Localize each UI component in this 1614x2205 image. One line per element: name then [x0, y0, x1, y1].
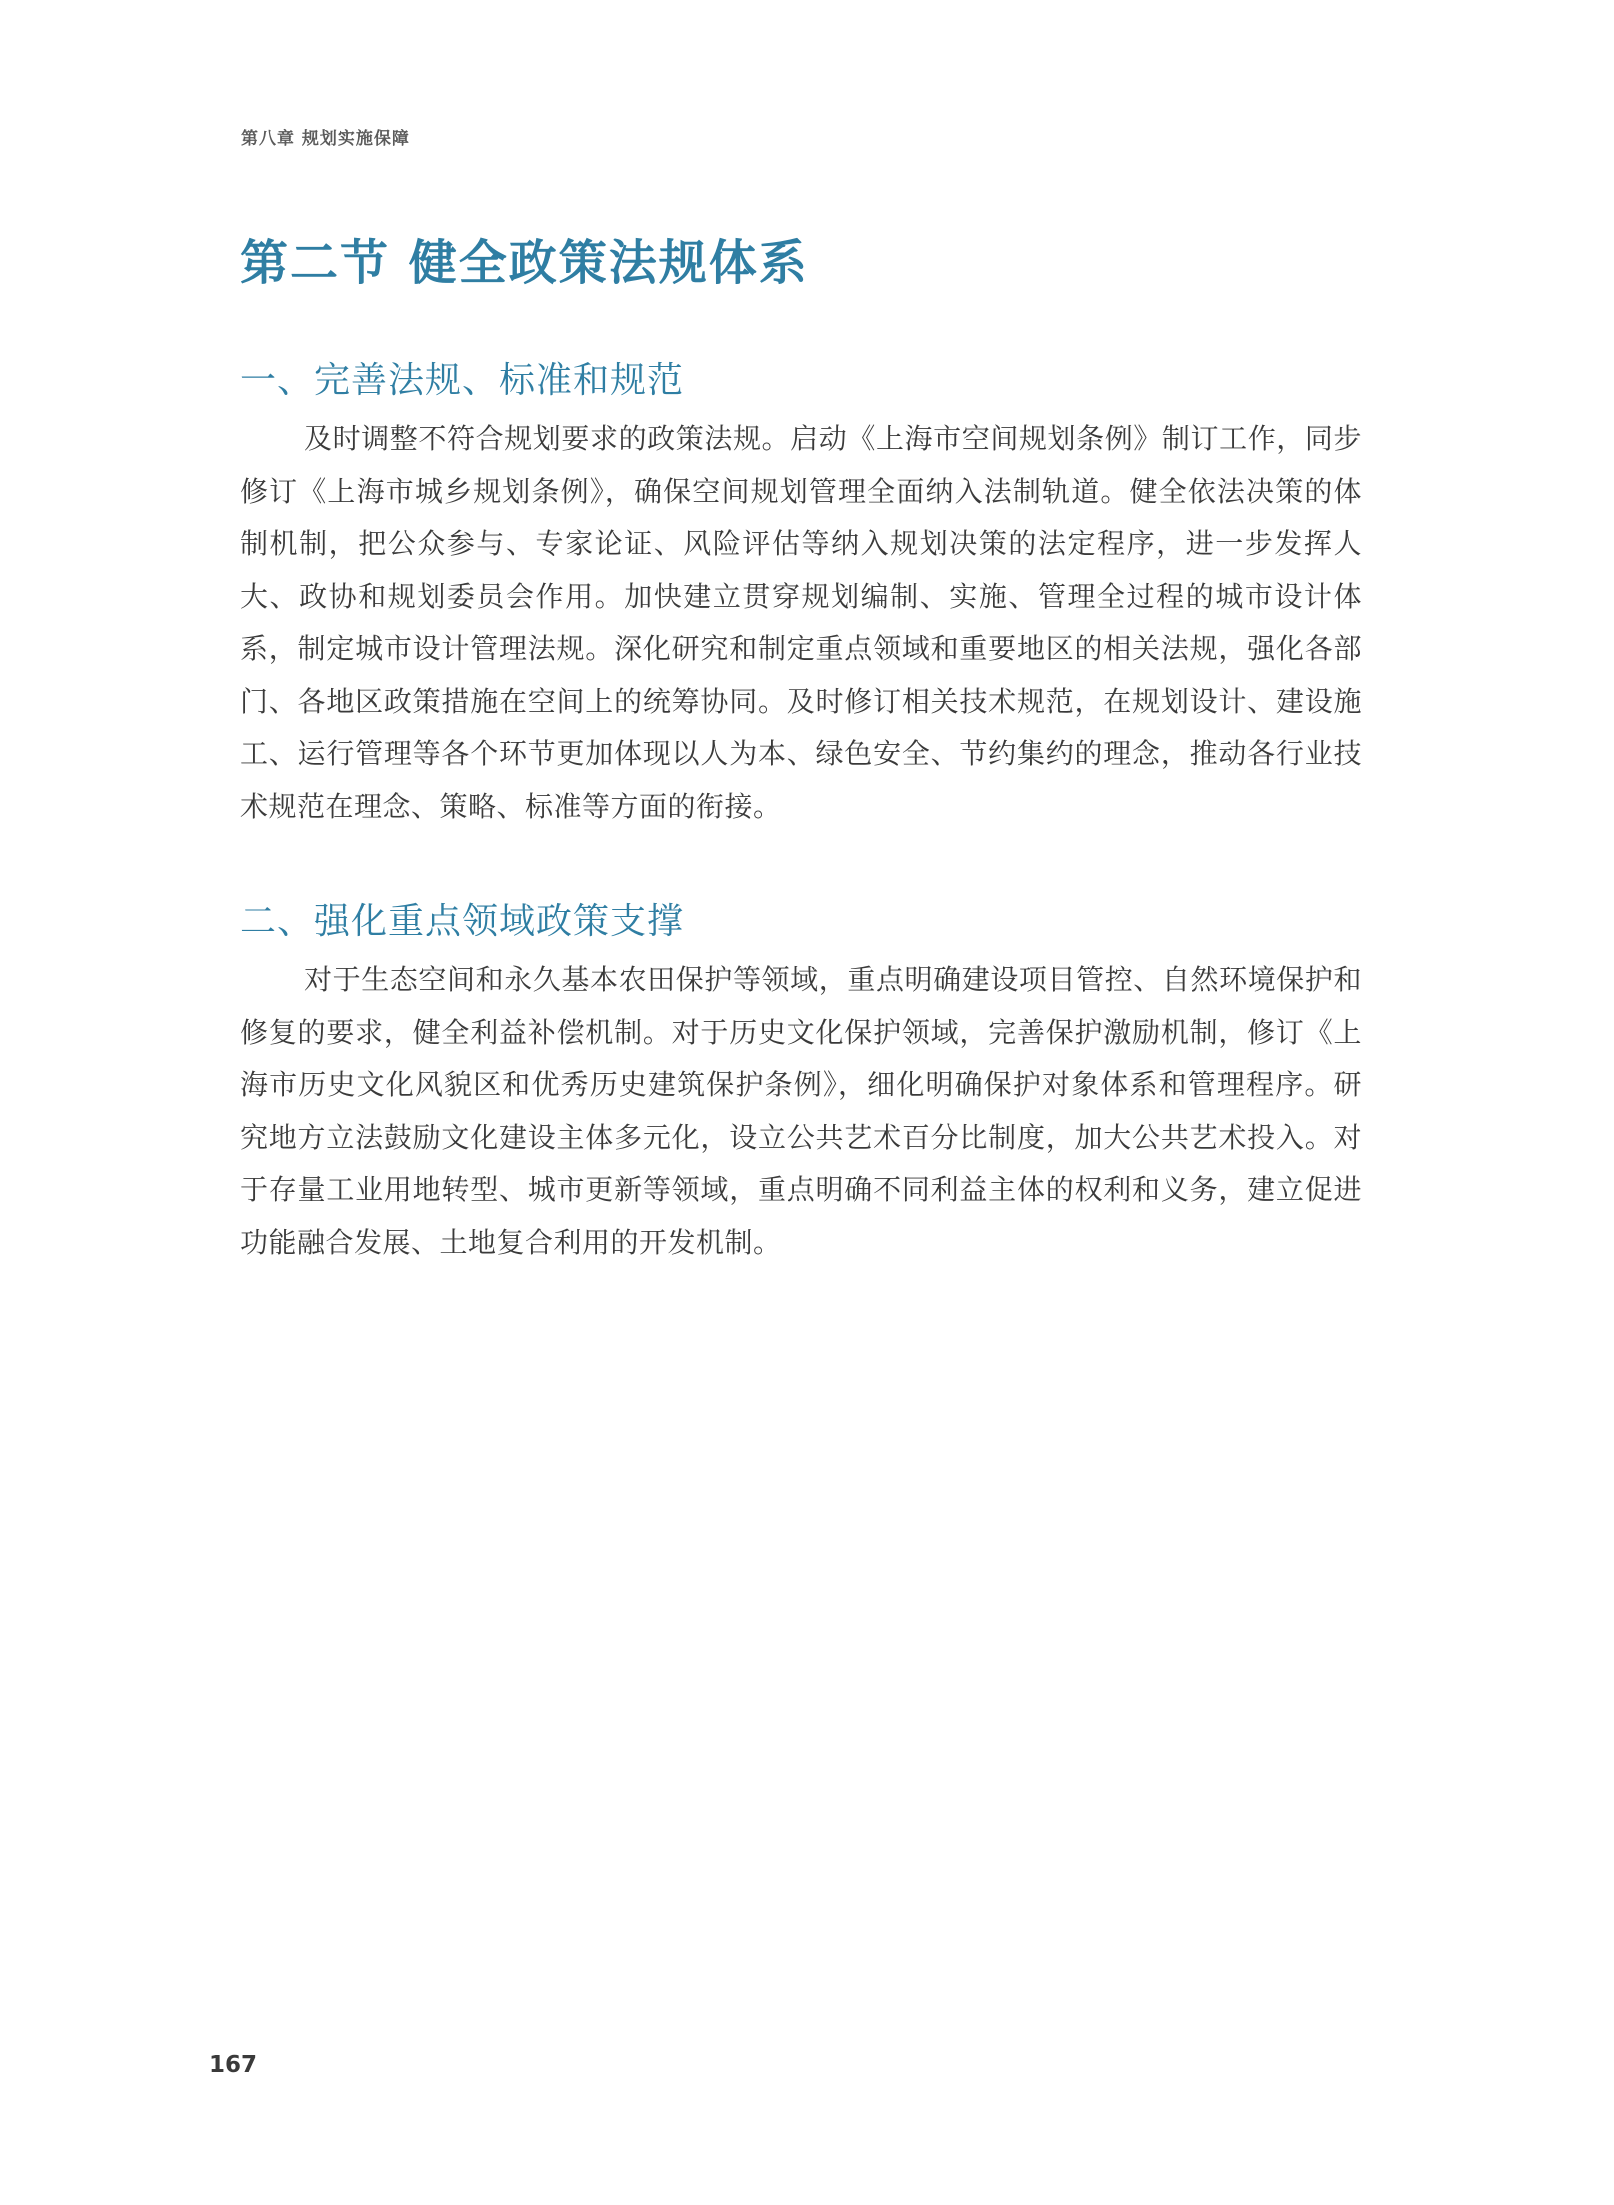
subsection-heading: 一、完善法规、标准和规范: [240, 360, 685, 401]
running-header: 第八章 规划实施保障: [241, 129, 410, 149]
subsection-regulations: [240, 349, 1362, 833]
page-number: 167: [209, 2052, 258, 2078]
subsection-heading: 二、强化重点领域政策支撑: [240, 901, 685, 942]
body-paragraph: 对于生态空间和永久基本农田保护等领域，重点明确建设项目管控、自然环境保护和修复的要求，健全利益补偿机制。对于历史文化保护领域，完善保护激励机制，修订《上海市历史文化风貌区和优秀历史建筑保护条例》，细化明确保护对象体系和管理程序。研究地方立法鼓励文化建设主体多元化，设立公共艺术百分比制度，加大公共艺术投入。对于存量工业用地转型、城市更新等领域，重点明确不同利益主体的权利和义务，建立促进功能融合发展、土地复合利用的开发机制。: [240, 963, 1362, 1259]
body-paragraph: 及时调整不符合规划要求的政策法规。启动《上海市空间规划条例》制订工作，同步修订《上海市城乡规划条例》，确保空间规划管理全面纳入法制轨道。健全依法决策的体制机制，把公众参与、专家论证、风险评估等纳入规划决策的法定程序，进一步发挥人大、政协和规划委员会作用。加快建立贯穿规划编制、实施、管理全过程的城市设计体系，制定城市设计管理法规。深化研究和制定重点领域和重要地区的相关法规，强化各部门、各地区政策措施在空间上的统筹协同。及时修订相关技术规范，在规划设计、建设施工、运行管理等各个环节更加体现以人为本、绿色安全、节约集约的理念，推动各行业技术规范在理念、策略、标准等方面的衔接。: [240, 422, 1362, 823]
subsection-policy-support: [240, 890, 1362, 1269]
section-title: 第二节 健全政策法规体系: [240, 235, 809, 291]
